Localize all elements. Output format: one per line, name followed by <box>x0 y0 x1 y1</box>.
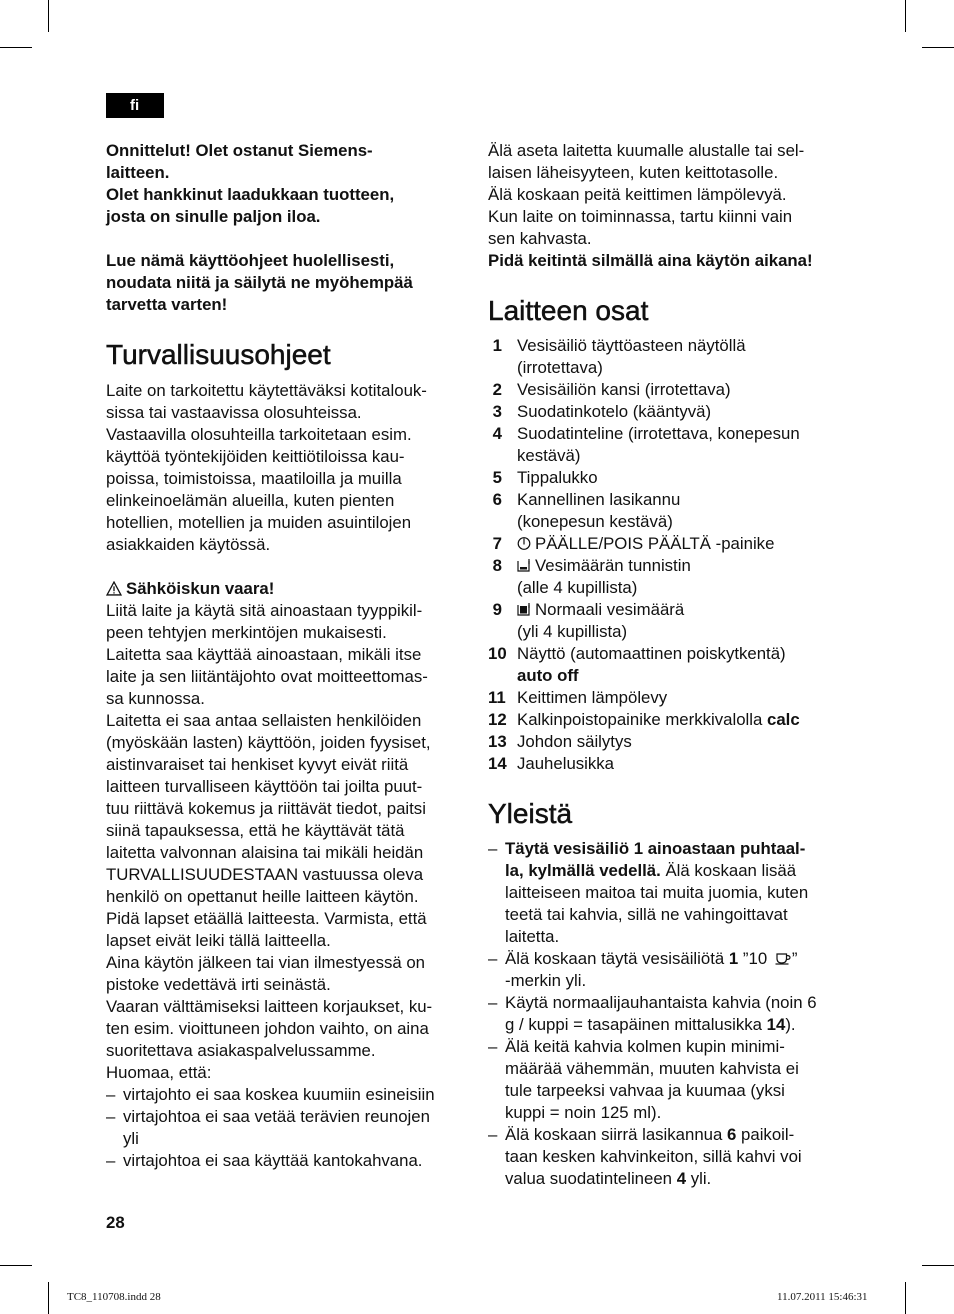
power-icon <box>517 536 531 550</box>
text-line: sissa tai vastaavissa olosuhteissa. <box>106 403 362 422</box>
text-line: TURVALLISUUDESTAAN vastuussa oleva <box>106 865 424 884</box>
crop-mark <box>905 1282 906 1314</box>
list-item: 10 Näyttö (automaattinen poiskytkentä) auto off <box>488 644 786 685</box>
warning-paragraph <box>106 600 471 1084</box>
warning-title-text: Sähköiskun vaara! <box>126 579 275 598</box>
list-item: – Älä koskaan täytä vesisäiliötä 1 ”10 ” -merkin yli. <box>488 949 798 990</box>
list-item: – Älä koskaan siirrä lasikannua 6 paikoil- taan kesken kahvinkeiton, sillä kahvi voi valua suodatintelineen 4 yli. <box>488 1125 802 1188</box>
text-line: Lue nämä käyttöohjeet huolellisesti, <box>106 251 395 270</box>
list-item: 14 Jauhelusikka <box>488 754 615 773</box>
text-line: Vastaavilla olosuhteilla tarkoitetaan esim. <box>106 425 412 444</box>
text-line: laitteen turvalliseen käyttöön tai joilta puut- <box>106 777 423 796</box>
text-line: laisen läheisyyteen, kuten keittotasolle. <box>488 163 779 182</box>
text-line: Pidä lapset etäällä laitteesta. Varmista, että <box>106 909 427 928</box>
text-line: laite ja sen liitäntäjohto ovat moitteettomas- <box>106 667 428 686</box>
text-line: Onnittelut! Olet ostanut Siemens- <box>106 141 373 160</box>
placement-paragraph <box>488 140 850 272</box>
parts-list <box>488 335 850 775</box>
list-item: 4 Suodatinteline (irrotettava, konepesun kestävä) <box>492 424 800 465</box>
text-line: Laitetta ei saa antaa sellaisten henkilöiden <box>106 711 422 730</box>
crop-mark <box>48 1282 49 1314</box>
intro-text <box>106 140 471 228</box>
list-item: 1 Vesisäiliö täyttöasteen näytöllä (irrotettava) <box>492 336 746 377</box>
text-line: suoritettava asiakaspalvelussamme. <box>106 1041 376 1060</box>
full-water-icon <box>517 602 531 616</box>
crop-mark <box>0 47 32 48</box>
list-item: – Täytä vesisäiliö 1 ainoastaan puhtaal- la, kylmällä vedellä. Älä koskaan lisää laitteiseen maitoa tai muita juomia, kuten teetä tai kahvia, sillä ne vahingoittavat laitetta. <box>488 839 809 946</box>
small-water-icon <box>517 558 531 572</box>
text-line: asiakkaiden käytössä. <box>106 535 271 554</box>
list-item: – virtajohtoa ei saa vetää terävien reunojen yli <box>106 1106 471 1150</box>
text-line: virtajohtoa ei saa vetää terävien reunojen <box>123 1107 430 1126</box>
general-list <box>488 838 850 1190</box>
text-line: pistoke vedettävä irti seinästä. <box>106 975 331 994</box>
list-item: 12 Kalkinpoistopainike merkkivalolla calc <box>488 710 800 729</box>
list-item: – Käytä normaalijauhantaista kahvia (noin 6 g / kuppi = tasapäinen mittalusikka 14). <box>488 993 817 1034</box>
text-line: poissa, toimistoissa, maatiloilla ja muilla <box>106 469 402 488</box>
text-line: Älä aseta laitetta kuumalle alustalle tai sel- <box>488 141 805 160</box>
crop-mark <box>922 1265 954 1266</box>
list-item: 11 Keittimen lämpölevy <box>488 688 668 707</box>
cup-icon <box>775 951 792 965</box>
text-line: hotellien, motellien ja muiden asuintilojen <box>106 513 412 532</box>
text-line: siinä tapauksessa, että he käyttävät tätä <box>106 821 405 840</box>
right-column <box>488 140 850 1190</box>
text-line: laitteen. <box>106 163 170 182</box>
text-line: Kun laite on toiminnassa, tartu kiinni vain <box>488 207 793 226</box>
text-line: virtajohto ei saa koskea kuumiin esineisiin <box>123 1085 435 1104</box>
intended-use-paragraph <box>106 380 471 556</box>
text-line: Vaaran välttämiseksi laitteen korjaukset, ku- <box>106 997 433 1016</box>
text-line: tarvetta varten! <box>106 295 228 314</box>
list-item: – Älä keitä kahvia kolmen kupin minimi- määrää vähemmän, muuten kahvista ei tule tarpeeksi vahvaa ja kuumaa (yksi kuppi = noin 125 ml). <box>488 1037 799 1122</box>
list-item: 2 Vesisäiliön kansi (irrotettava) <box>492 380 731 399</box>
text-line: ten esim. vioittuneen johdon vaihto, on aina <box>106 1019 429 1038</box>
crop-mark <box>0 1265 32 1266</box>
text-line: sa kunnossa. <box>106 689 205 708</box>
text-line: laitetta valvonnan alaisina tai mikäli heidän <box>106 843 424 862</box>
text-line: Olet hankkinut laadukkaan tuotteen, <box>106 185 395 204</box>
general-heading: Yleistä <box>488 798 573 829</box>
text-line: Liitä laite ja käytä sitä ainoastaan tyyppikil- <box>106 601 423 620</box>
text-line: virtajohtoa ei saa käyttää kantokahvana. <box>123 1151 423 1170</box>
warning-title <box>106 578 471 600</box>
text-line: noudata niitä ja säilytä ne myöhempää <box>106 273 413 292</box>
language-tag: fi <box>106 93 164 118</box>
text-line: Aina käytön jälkeen tai vian ilmestyessä on <box>106 953 426 972</box>
text-line: henkilö on opettanut heille laitteen käytön. <box>106 887 419 906</box>
list-item: 3 Suodatinkotelo (kääntyvä) <box>492 402 712 421</box>
text-line: (myöskään lasten) käyttöön, joiden fyysiset, <box>106 733 431 752</box>
read-instructions <box>106 250 471 316</box>
text-line: tuu riittävä kokemus ja riittävät tiedot, paitsi <box>106 799 426 818</box>
text-line: peen tehtyjen merkintöjen mukaisesti. <box>106 623 387 642</box>
text-line: Pidä keitintä silmällä aina käytön aikana! <box>488 251 813 270</box>
text-line: sen kahvasta. <box>488 229 592 248</box>
safety-heading: Turvallisuusohjeet <box>106 339 331 370</box>
crop-mark <box>905 0 906 32</box>
list-item: 5 Tippalukko <box>492 468 598 487</box>
footer-timestamp: 11.07.2011 15:46:31 <box>777 1291 868 1303</box>
text-line: Älä koskaan peitä keittimen lämpölevyä. <box>488 185 787 204</box>
warning-icon <box>106 581 122 596</box>
list-item: 9 Normaali vesimäärä (yli 4 kupillista) <box>492 600 685 641</box>
footer-file-info: TC8_110708.indd 28 <box>67 1291 161 1303</box>
list-item: – virtajohto ei saa koskea kuumiin esineisiin <box>106 1084 471 1106</box>
text-line: yli <box>123 1129 139 1148</box>
crop-mark <box>922 47 954 48</box>
text-line: aistinvaraiset tai henkiset kyvyt eivät riitä <box>106 755 409 774</box>
text-line: josta on sinulle paljon iloa. <box>106 207 321 226</box>
text-line: lapset eivät leiki tällä laitteella. <box>106 931 331 950</box>
crop-mark <box>48 0 49 32</box>
text-line: Laite on tarkoitettu käytettäväksi kotitalouk- <box>106 381 427 400</box>
list-item: 7 PÄÄLLE/POIS PÄÄLTÄ -painike <box>492 534 775 553</box>
text-line: käyttöä työntekijöiden keittiötiloissa kau- <box>106 447 405 466</box>
list-item: 6 Kannellinen lasikannu (konepesun kestävä) <box>492 490 681 531</box>
text-line: elinkeinoelämän alueilla, kuten pienten <box>106 491 395 510</box>
page-number: 28 <box>106 1213 125 1232</box>
list-item: 13 Johdon säilytys <box>488 732 632 751</box>
list-item: 8 Vesimäärän tunnistin (alle 4 kupillista) <box>492 556 691 597</box>
parts-heading: Laitteen osat <box>488 295 649 326</box>
list-item: – virtajohtoa ei saa käyttää kantokahvana. <box>106 1150 471 1172</box>
left-column <box>106 140 471 1172</box>
text-line: Huomaa, että: <box>106 1063 212 1082</box>
text-line: Laitetta saa käyttää ainoastaan, mikäli itse <box>106 645 422 664</box>
